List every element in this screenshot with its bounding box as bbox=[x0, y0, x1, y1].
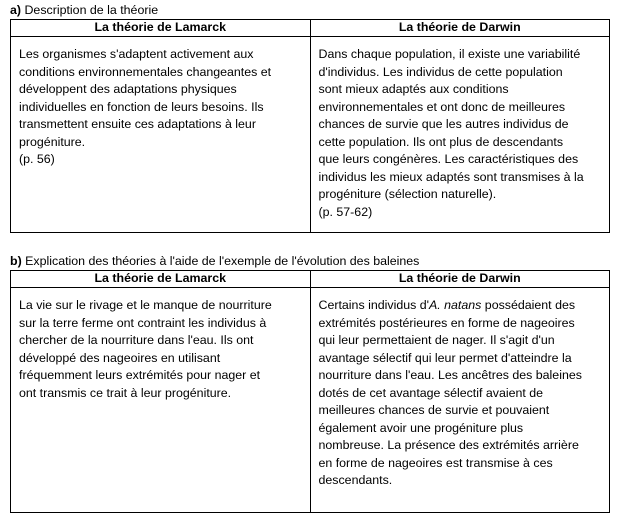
text-fragment: possédaient des bbox=[481, 298, 576, 312]
text-line: progéniture (sélection naturelle). bbox=[318, 187, 497, 201]
section-b-lamarck-cell bbox=[11, 288, 311, 513]
section-a-darwin-cell bbox=[310, 37, 610, 233]
text-line: extrémités postérieures en forme de nageoires bbox=[318, 315, 575, 330]
text-line: Dans chaque population, il existe une variabilité bbox=[318, 47, 581, 61]
section-a-table bbox=[10, 19, 610, 233]
text-line: meilleures chances de survie et pouvaient bbox=[318, 403, 550, 417]
section-a-title-text: Description de la théorie bbox=[24, 3, 159, 17]
text-line bbox=[319, 297, 602, 315]
text-line: individus les mieux adaptés sont transmises à la bbox=[318, 169, 584, 184]
text-line: descendants. bbox=[318, 473, 393, 487]
text-line: nombreuse. La présence des extrémités arrière bbox=[318, 438, 579, 452]
text-line: dotés de cet avantage sélectif avaient de bbox=[318, 385, 544, 400]
section-b-title bbox=[10, 254, 610, 270]
page-reference: (p. 56) bbox=[19, 152, 55, 166]
text-line: d'individus. Les individus de cette population bbox=[318, 64, 563, 79]
text-line: ont transmis ce trait à leur progéniture. bbox=[19, 385, 232, 400]
text-line: qui leur permettaient de nager. Il s'agit d'un bbox=[318, 333, 555, 347]
section-b-darwin-cell bbox=[310, 288, 610, 513]
text-line: chercher de la nourriture dans l'eau. Ils ont bbox=[19, 333, 254, 347]
text-line: développé des nageoires en utilisant bbox=[19, 350, 221, 365]
section-b-body-row bbox=[11, 288, 610, 513]
text-line: en forme de nageoires est transmise à ces bbox=[318, 455, 553, 470]
section-a-title bbox=[10, 3, 610, 19]
section-a-header-row bbox=[11, 20, 610, 37]
text-line: transmettent ensuite ces adaptations à leur bbox=[19, 117, 256, 131]
page-reference: (p. 57-62) bbox=[318, 204, 373, 219]
text-line: Les organismes s'adaptent activement aux bbox=[19, 47, 254, 61]
section-b-header-row bbox=[11, 271, 610, 288]
species-name: A. natans bbox=[429, 298, 482, 312]
section-a-letter: a) bbox=[10, 3, 22, 17]
text-line: avantage sélectif qui leur permet d'atteindre la bbox=[318, 350, 572, 365]
section-b bbox=[10, 254, 610, 513]
section-b-title-text: Explication des théories à l'aide de l'exemple de l'évolution des baleines bbox=[25, 254, 420, 268]
text-line: conditions environnementales changeantes et bbox=[19, 64, 272, 79]
text-line: développent des adaptations physiques bbox=[19, 82, 237, 96]
text-line: progéniture. bbox=[19, 134, 86, 149]
text-line: nourriture dans l'eau. Les ancêtres des baleines bbox=[318, 368, 582, 382]
section-a-lamarck-cell bbox=[11, 37, 311, 233]
section-b-table bbox=[10, 270, 610, 513]
section-b-header-lamarck: La théorie de Lamarck bbox=[11, 271, 311, 288]
section-b-letter: b) bbox=[10, 254, 22, 268]
text-line: individuelles en fonction de leurs besoins. Ils bbox=[19, 99, 264, 114]
text-line: sur la terre ferme ont contraint les individus à bbox=[19, 315, 267, 330]
section-b-header-darwin: La théorie de Darwin bbox=[310, 271, 610, 288]
section-a-body-row bbox=[11, 37, 610, 233]
text-line: La vie sur le rivage et le manque de nourriture bbox=[19, 298, 272, 312]
section-a bbox=[10, 3, 610, 233]
text-fragment: Certains individus d' bbox=[318, 298, 429, 312]
text-line: sont mieux adaptés aux conditions bbox=[318, 82, 509, 96]
text-line: également avoir une progéniture plus bbox=[318, 420, 524, 435]
text-line: environnementales et ont donc de meilleures bbox=[318, 99, 566, 114]
section-a-header-lamarck: La théorie de Lamarck bbox=[11, 20, 311, 37]
section-a-header-darwin: La théorie de Darwin bbox=[310, 20, 610, 37]
text-line: cette population. Ils ont plus de descendants bbox=[318, 134, 564, 149]
text-line: fréquemment leurs extrémités pour nager et bbox=[19, 368, 261, 382]
text-line: que leurs congénères. Les caractéristiques des bbox=[318, 152, 579, 166]
text-line: chances de survie que les autres individus de bbox=[318, 117, 569, 131]
